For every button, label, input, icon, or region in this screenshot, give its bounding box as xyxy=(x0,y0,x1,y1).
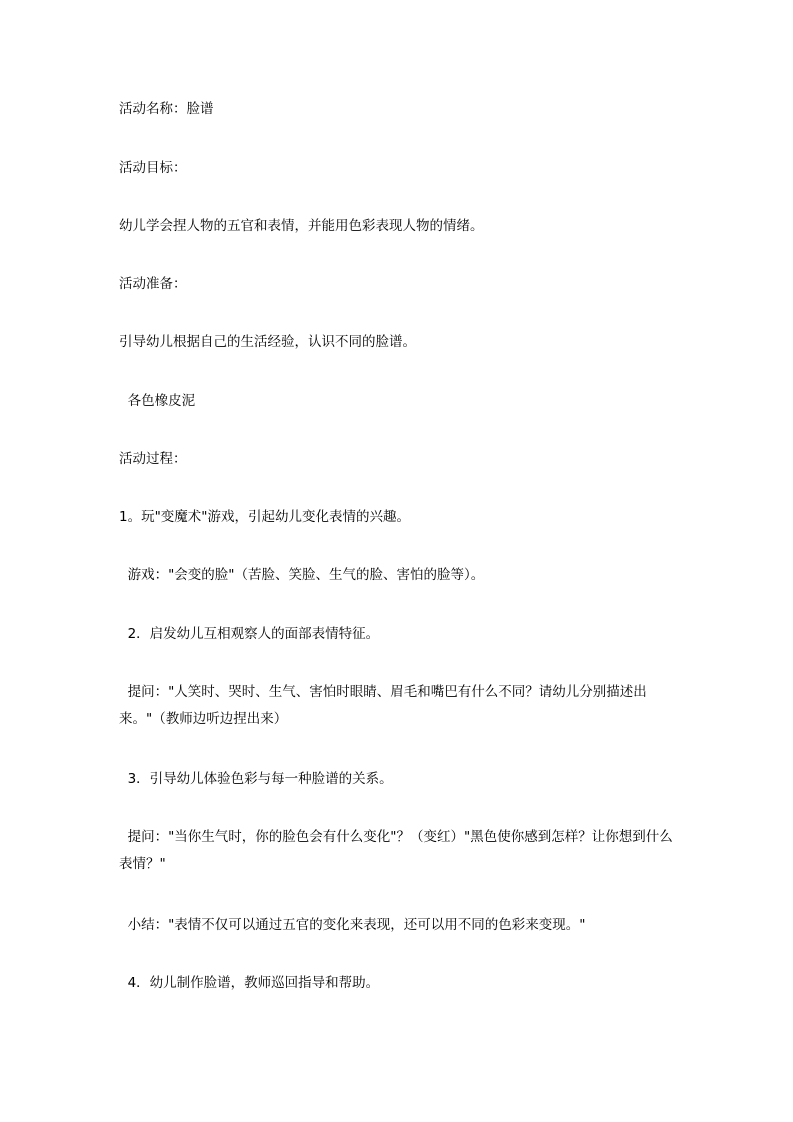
step-2-question: 提问："人笑时、哭时、生气、害怕时眼睛、眉毛和嘴巴有什么不同？请幼儿分别描述出来。"（教师边听边捏出来） xyxy=(119,684,647,727)
activity-name: 活动名称：脸谱 xyxy=(119,101,214,117)
step-3: 3．引导幼儿体验色彩与每一种脸谱的关系。 xyxy=(119,771,393,787)
activity-goal-text: 幼儿学会捏人物的五官和表情，并能用色彩表现人物的情绪。 xyxy=(119,218,484,234)
step-1: 1。玩"变魔术"游戏，引起幼儿变化表情的兴趣。 xyxy=(119,509,411,525)
step-3-question: 提问："当你生气时，你的脸色会有什么变化"？（变红）"黑色使你感到怎样？让你想到什么表情？" xyxy=(119,829,673,872)
activity-prep-text: 引导幼儿根据自己的生活经验，认识不同的脸谱。 xyxy=(119,334,416,350)
step-3-summary: 小结："表情不仅可以通过五官的变化来表现，还可以用不同的色彩来变现。" xyxy=(119,917,586,933)
activity-goal-heading: 活动目标： xyxy=(119,160,187,176)
activity-process-heading: 活动过程： xyxy=(119,451,187,467)
step-1-game: 游戏："会变的脸"（苦脸、笑脸、生气的脸、害怕的脸等）。 xyxy=(119,567,485,583)
activity-prep-heading: 活动准备： xyxy=(119,276,187,292)
activity-prep-material: 各色橡皮泥 xyxy=(119,393,196,409)
step-4: 4．幼儿制作脸谱，教师巡回指导和帮助。 xyxy=(119,975,380,991)
step-2: 2．启发幼儿互相观察人的面部表情特征。 xyxy=(119,626,380,642)
